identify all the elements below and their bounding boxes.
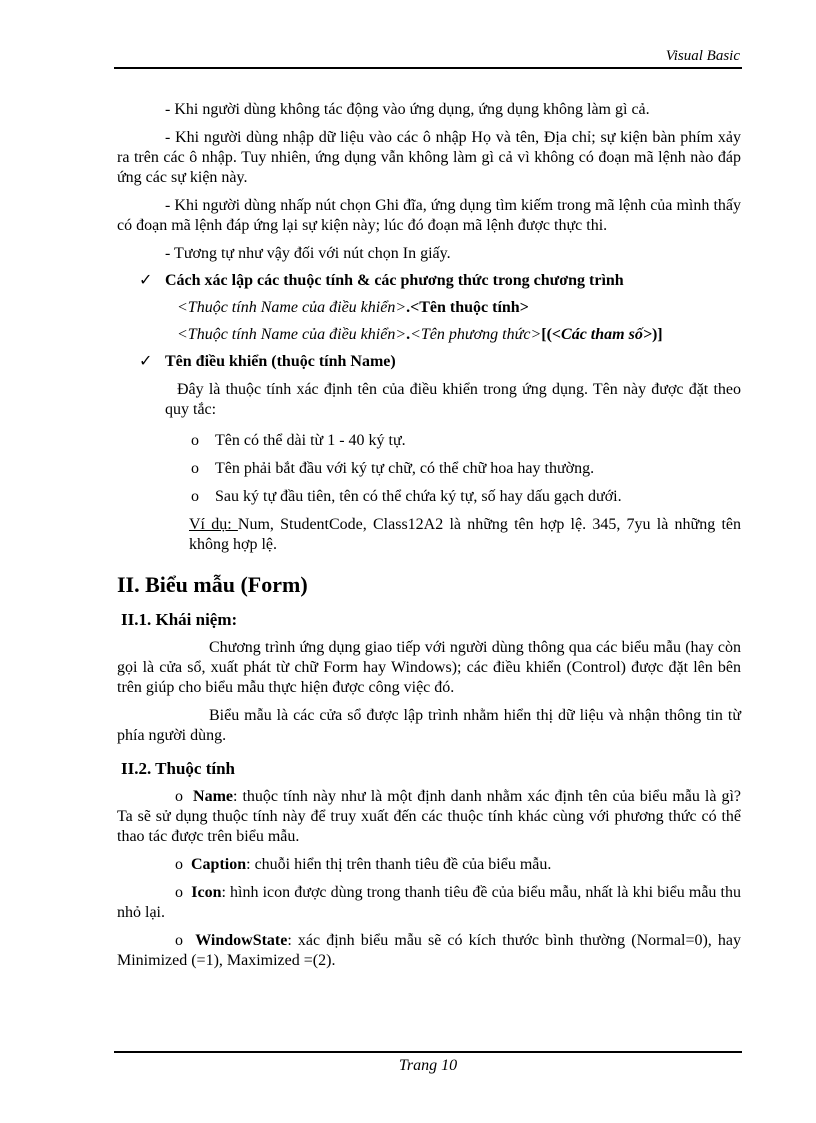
syntax-method-name: <Tên phương thức> xyxy=(410,326,542,343)
header-title: Visual Basic xyxy=(665,48,740,64)
chapter-title: II. Biểu mẫu (Form) xyxy=(117,572,308,597)
page-number: Trang 10 xyxy=(398,1057,458,1074)
page-content xyxy=(117,100,741,971)
syntax-params: <Các tham số> xyxy=(551,326,652,343)
header-rule xyxy=(114,67,742,69)
section-2-1-para-1: Chương trình ứng dụng giao tiếp với người dùng thông qua các biểu mẫu (hay còn gọi là cửa sổ, xuất phát từ chữ Form hay Windows); các điều khiển (Control) được đặt lên bên trên giúp cho biểu mẫu thực hiện được công việc đó. xyxy=(117,639,741,696)
event-item-1: - Khi người dùng không tác động vào ứng dụng, ứng dụng không làm gì cả. xyxy=(165,101,650,118)
circle-bullet-icon: o xyxy=(191,488,199,505)
section-2-1-title: II.1. Khái niệm: xyxy=(121,610,238,629)
syntax-dot: . xyxy=(406,326,411,343)
rule-item-3: o Sau ký tự đầu tiên, tên có thể chứa ký tự, số hay dấu gạch dưới. xyxy=(191,488,622,505)
form-prop-icon: o Icon: hình icon được dùng trong thanh tiêu đề của biểu mẫu, nhất là khi biểu mẫu thu nhỏ lại. xyxy=(117,884,742,921)
event-item-4: - Tương tự như vậy đối với nút chọn In giấy. xyxy=(165,245,451,262)
syntax-control-name: <Thuộc tính Name của điều khiển> xyxy=(177,326,407,343)
syntax-open-bracket: [( xyxy=(541,326,552,343)
event-item-2: - Khi người dùng nhập dữ liệu vào các ô nhập Họ và tên, Địa chỉ; sự kiện bàn phím xảy ra trên các ô nhập. Tuy nhiên, ứng dụng vẫn không làm gì cả vì không có đoạn mã lệnh nào đáp ứng các sự kiện này. xyxy=(117,129,741,186)
name-intro: Đây là thuộc tính xác định tên của điều khiển trong ứng dụng. Tên này được đặt theo quy tắc: xyxy=(165,381,741,418)
footer-rule xyxy=(114,1051,742,1053)
checkmark-icon: ✓ xyxy=(139,272,153,289)
section-2-1-para-2: Biểu mẫu là các cửa sổ được lập trình nhằm hiển thị dữ liệu và nhận thông tin từ phía người dùng. xyxy=(117,707,741,744)
syntax-property xyxy=(117,298,741,318)
circle-bullet-icon: o xyxy=(191,432,199,449)
circle-bullet-icon: o xyxy=(191,460,199,477)
name-heading-text: Tên điều khiển (thuộc tính Name) xyxy=(165,353,396,370)
circle-bullet-icon: o xyxy=(175,932,183,949)
form-prop-caption: o Caption: chuỗi hiển thị trên thanh tiêu đề của biểu mẫu. xyxy=(175,856,552,873)
syntax-dot: . xyxy=(406,299,411,316)
syntax-control-name: <Thuộc tính Name của điều khiển> xyxy=(177,299,407,316)
circle-bullet-icon: o xyxy=(175,884,183,901)
name-heading xyxy=(117,352,741,372)
rule-item-2: o Tên phải bắt đầu với ký tự chữ, có thể chữ hoa hay thường. xyxy=(191,460,595,477)
syntax-property-name: <Tên thuộc tính> xyxy=(410,299,529,316)
circle-bullet-icon: o xyxy=(175,856,183,873)
form-prop-windowstate: o WindowState: xác định biểu mẫu sẽ có kích thước bình thường (Normal=0), hay Minimized (=1), Maximized =(2). xyxy=(117,932,741,969)
section-2-2-title: II.2. Thuộc tính xyxy=(121,759,236,778)
rule-item-1: o Tên có thể dài từ 1 - 40 ký tự. xyxy=(191,432,406,449)
example-label: Ví dụ: xyxy=(189,516,238,533)
checkmark-icon: ✓ xyxy=(139,353,153,370)
syntax-close-bracket: )] xyxy=(651,326,663,343)
event-item-3: - Khi người dùng nhấp nút chọn Ghi đĩa, ứng dụng tìm kiếm trong mã lệnh của mình thấy có đoạn mã lệnh đáp ứng lại sự kiện này; lúc đó đoạn mã lệnh được thực thi. xyxy=(117,197,741,234)
form-prop-name: o Name: thuộc tính này như là một định danh nhằm xác định tên của biểu mẫu là gì? Ta sẽ sử dụng thuộc tính này để truy xuất đến các thuộc tính khác cùng với phương thức có thể thao tác được trên biểu mẫu. xyxy=(117,788,741,845)
name-example xyxy=(117,515,741,555)
circle-bullet-icon: o xyxy=(175,788,183,805)
props-heading xyxy=(117,271,741,291)
syntax-method xyxy=(117,325,741,345)
example-text: Num, StudentCode, Class12A2 là những tên hợp lệ. 345, 7yu là những tên không hợp lệ. xyxy=(189,516,741,553)
props-heading-text: Cách xác lập các thuộc tính & các phương thức trong chương trình xyxy=(165,272,624,289)
